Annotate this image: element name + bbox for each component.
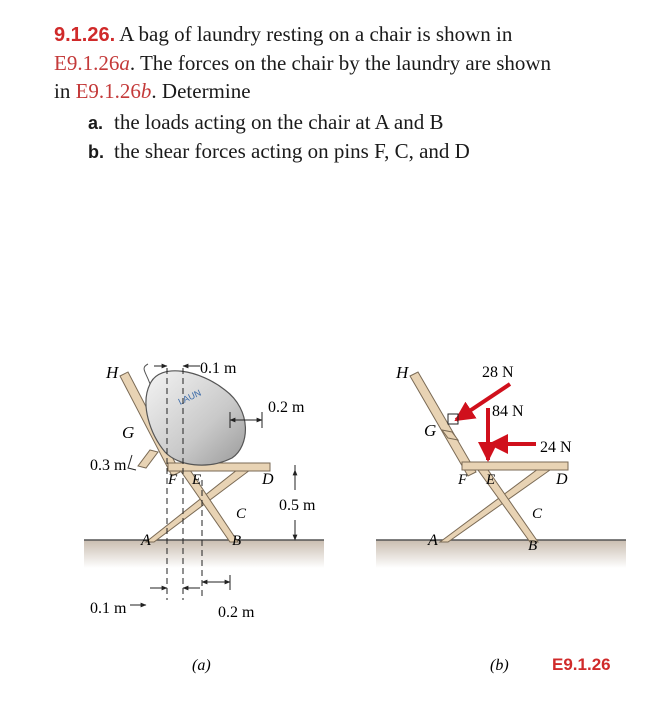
dim-seat-height: 0.3 m — [90, 457, 127, 474]
label-b-D: D — [556, 471, 568, 488]
figure-a — [84, 360, 324, 674]
figure-b — [376, 363, 626, 674]
force-label-84n: 84 N — [492, 403, 524, 420]
label-a-H: H — [106, 363, 119, 382]
label-b-F: F — [458, 472, 468, 488]
label-b-B: B — [528, 538, 538, 554]
label-b-G: G — [424, 421, 437, 440]
ground-a — [84, 540, 324, 568]
label-b-A: A — [428, 532, 438, 549]
dim-bottom-right: 0.2 m — [218, 604, 255, 621]
ground-b — [376, 540, 626, 568]
label-a-C: C — [236, 506, 247, 522]
label-a-B: B — [232, 533, 242, 549]
problem-line3-prefix: in — [54, 79, 71, 103]
label-a-G: G — [122, 423, 135, 442]
label-a-F: F — [168, 472, 178, 488]
dim-top: 0.1 m — [200, 360, 237, 377]
label-b-E: E — [486, 472, 496, 488]
label-a-E: E — [192, 472, 202, 488]
force-label-28n: 28 N — [482, 364, 514, 381]
bag-label: LAUN — [176, 387, 203, 407]
task-item-a: a. the loads acting on the chair at A and B — [88, 110, 444, 134]
task-item-b: b. the shear forces acting on pins F, C, and D — [88, 139, 470, 163]
label-b-C: C — [532, 506, 543, 522]
dim-bag-width: 0.2 m — [268, 399, 305, 416]
caption-b: (b) — [490, 657, 509, 674]
dim-leg-height: 0.5 m — [279, 497, 316, 514]
problem-number: 9.1.26. — [54, 24, 116, 46]
dim-bottom-left: 0.1 m — [90, 600, 127, 617]
figure-ref-a: E9.1.26a — [54, 51, 130, 75]
figure-number-label: E9.1.26 — [552, 655, 611, 674]
figure-ref-b: E9.1.26b — [75, 79, 152, 103]
label-a-D: D — [262, 471, 274, 488]
label-b-H: H — [396, 363, 409, 382]
label-a-A: A — [141, 532, 151, 549]
problem-line1: A bag of laundry resting on a chair is shown in — [119, 22, 513, 46]
problem-line3: . Determine — [151, 79, 251, 103]
problem-line2: . The forces on the chair by the laundry are shown — [129, 51, 552, 75]
force-label-24n: 24 N — [540, 439, 572, 456]
caption-a: (a) — [192, 657, 211, 674]
